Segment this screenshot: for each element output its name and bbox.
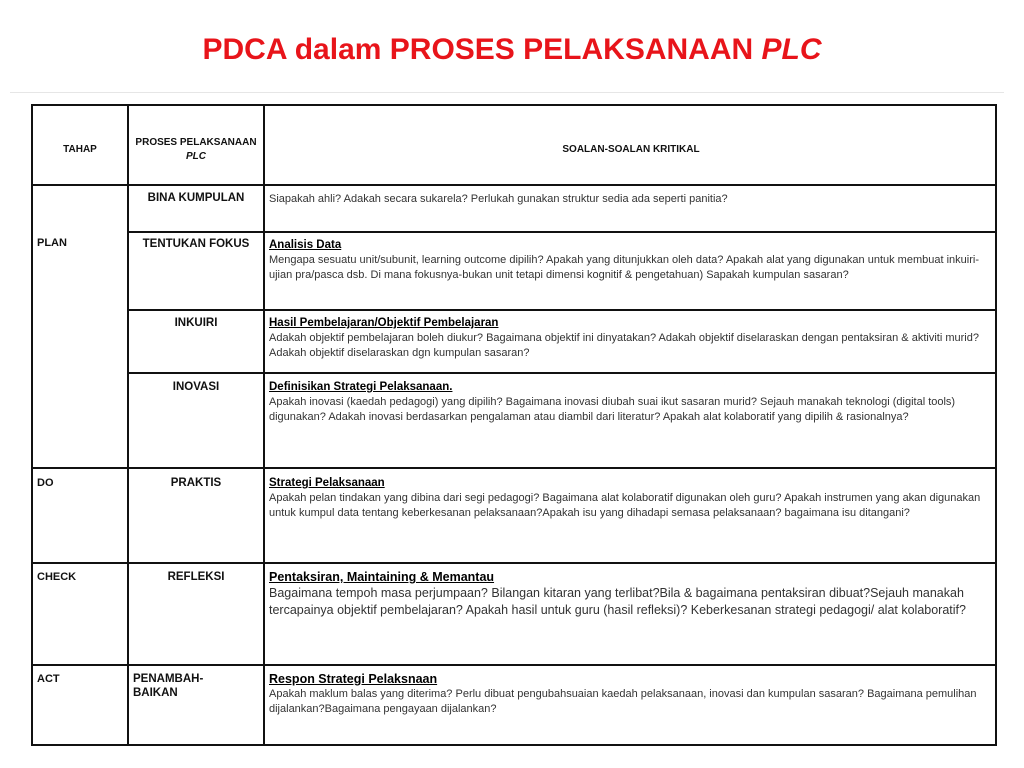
phase-divider: [33, 664, 995, 666]
soalan-bina-kumpulan: [269, 192, 997, 207]
phase-act: ACT: [37, 673, 60, 685]
title-divider: [10, 92, 1004, 93]
proses-refleksi: REFLEKSI: [167, 571, 225, 583]
soalan-penambahbaikan: [269, 672, 997, 717]
pdca-table: [31, 104, 997, 746]
soalan-refleksi: [269, 570, 997, 619]
soalan-inovasi: [269, 380, 997, 425]
row-divider: [127, 372, 995, 374]
soalan-text: Bagaimana tempoh masa perjumpaan? Bilangan kitaran yang terlibat?Bila & bagaimana pentaksiran dibuat?Sejauh manakah tercapainya objektif pembelajaran? Apakah hasil untuk guru (hasil refleksi)? Keberkesanan strategi pedagogi/ alat kolaboratif?: [269, 586, 966, 617]
proses-praktis: PRAKTIS: [170, 477, 222, 489]
soalan-text: Adakah objektif pembelajaran boleh diukur? Bagaimana objektif ini dinyatakan? Adakah objektif diselaraskan dengan pentaksiran & aktiviti murid? Adakah objektif diselaraskan dgn kumpulan sasaran?: [269, 332, 979, 359]
slide-title-main: PDCA dalam PROSES PELAKSANAAN: [202, 33, 754, 66]
soalan-heading: Analisis Data: [269, 239, 342, 251]
soalan-heading: Hasil Pembelajaran/Objektif Pembelajaran: [269, 317, 499, 329]
soalan-text: Apakah maklum balas yang diterima? Perlu dibuat pengubahsuaian kaedah pelaksanaan, inovasi dan kumpulan sasaran? Bagaimana pemulihan dijalankan?Bagaimana pengayaan dijalankan?: [269, 688, 977, 715]
header-proses-line2: PLC: [186, 151, 206, 162]
header-divider: [33, 184, 995, 186]
slide-title-italic: PLC: [761, 33, 822, 66]
soalan-text: Apakah pelan tindakan yang dibina dari segi pedagogi? Bagaimana alat kolaboratif digunakan oleh guru? Apakah instrumen yang akan digunakan untuk kumpul data tentang keberkesanan pelaksanaan?Apakah isu yang dihadapi semasa pelaksanaan? bagaimana isu ditangani?: [269, 492, 981, 519]
proses-inovasi: INOVASI: [172, 381, 220, 393]
soalan-inkuiri: [269, 316, 997, 361]
phase-do: DO: [37, 477, 54, 489]
phase-plan: PLAN: [37, 237, 67, 249]
soalan-heading: Strategi Pelaksanaan: [269, 477, 385, 489]
column-divider: [263, 106, 265, 744]
proses-inkuiri: INKUIRI: [174, 317, 218, 329]
proses-tentukan-fokus: TENTUKAN FOKUS: [142, 238, 250, 250]
slide-title: [0, 30, 1024, 70]
soalan-heading: Pentaksiran, Maintaining & Memantau: [269, 570, 495, 584]
phase-check: CHECK: [37, 571, 77, 583]
soalan-heading: Definisikan Strategi Pelaksanaan.: [269, 381, 453, 393]
soalan-heading: Respon Strategi Pelaksnaan: [269, 672, 438, 686]
header-tahap: TAHAP: [63, 144, 97, 155]
soalan-tentukan-fokus: [269, 238, 997, 283]
row-divider: [127, 231, 995, 233]
proses-penambahbaikan: PENAMBAH- BAIKAN: [133, 673, 204, 699]
row-divider: [127, 309, 995, 311]
header-proses: [129, 136, 263, 164]
header-soalan: SOALAN-SOALAN KRITIKAL: [562, 144, 700, 155]
header-proses-line1: PROSES PELAKSANAAN: [135, 137, 257, 148]
soalan-text: Mengapa sesuatu unit/subunit, learning outcome dipilih? Apakah yang ditunjukkan oleh data? Apakah alat yang digunakan untuk membuat inkuiri-ujian pra/pasca dsb. Di mana fokusnya-bukan unit tetapi dimensi kognitif & pengetahuan) Sapakah kumpulan sasaran?: [269, 254, 979, 281]
proses-bina-kumpulan: BINA KUMPULAN: [147, 192, 245, 204]
soalan-text: Apakah inovasi (kaedah pedagogi) yang dipilih? Bagaimana inovasi diubah suai ikut sasaran murid? Sejauh manakah teknologi (digital tools) digunakan? Adakah inovasi berdasarkan pengalaman atau diambil dari literatur? Apakah alat kolaboratif yang dipilih & rasionalnya?: [269, 396, 956, 423]
phase-divider: [33, 467, 995, 469]
phase-divider: [33, 562, 995, 564]
soalan-praktis: [269, 476, 997, 521]
soalan-text: Siapakah ahli? Adakah secara sukarela? Perlukah gunakan struktur sedia ada seperti panitia?: [269, 193, 728, 205]
